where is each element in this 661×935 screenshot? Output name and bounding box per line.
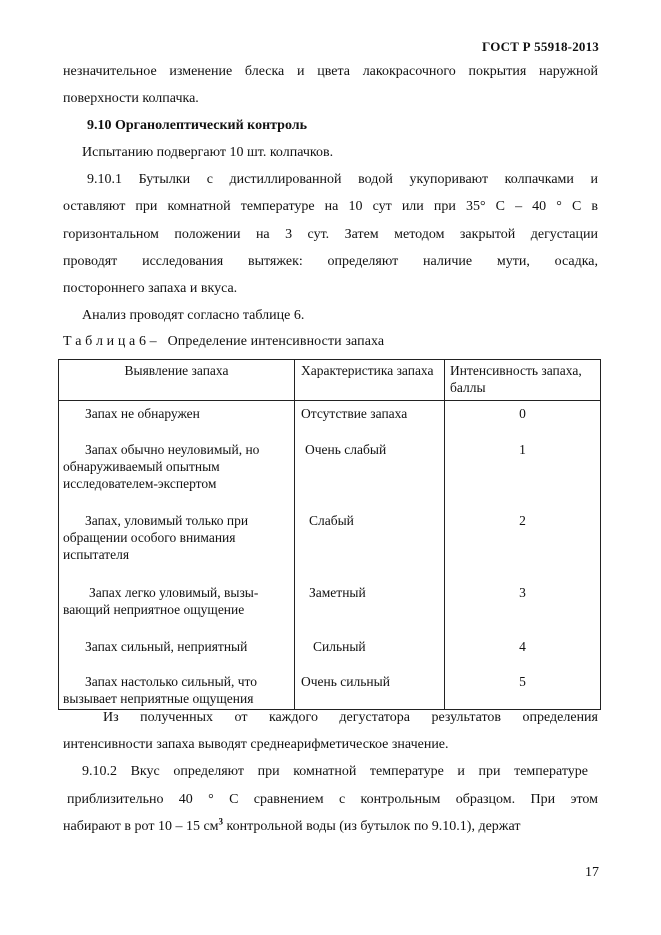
column-header: Характеристика запаха [295, 360, 445, 401]
text-line: интенсивности запаха выводят среднеарифметическое значение. [63, 737, 449, 752]
score-cell: 3 [445, 580, 601, 634]
table-header-row [59, 360, 601, 401]
text-line: Анализ проводят согласно таблице 6. [82, 308, 305, 323]
standard-code: ГОСТ Р 55918-2013 [482, 39, 599, 54]
characteristic-cell: Заметный [295, 580, 445, 634]
characteristic-cell: Сильный [295, 634, 445, 669]
characteristic-cell: Слабый [295, 508, 445, 580]
detection-cell: Запах легко уловимый, вызы-вающий неприятное ощущение [59, 580, 295, 634]
text-line: незначительное изменение блеска и цвета лакокрасочного покрытия наружной [63, 64, 598, 79]
table-row [59, 508, 601, 580]
odor-intensity-table [58, 359, 601, 710]
text-fragment: контрольной воды (из бутылок по 9.10.1), держат [223, 819, 521, 834]
column-header: Выявление запаха [59, 360, 295, 401]
table-row [59, 437, 601, 508]
text-line: приблизительно 40 ° С сравнением с контрольным образцом. При этом [67, 792, 598, 807]
table-row [59, 634, 601, 669]
text-line: Из полученных от каждого дегустатора результатов определения [103, 710, 598, 725]
column-header: Интенсивность запаха, баллы [445, 360, 601, 401]
text-line: горизонтальном положении на 3 сут. Затем методом закрытой дегустации [63, 227, 598, 242]
detection-cell: Запах настолько сильный, что вызывает неприятные ощущения [59, 669, 295, 710]
detection-cell: Запах сильный, неприятный [59, 634, 295, 669]
text-line: 9.10.1 Бутылки с дистиллированной водой укупоривают колпачками и [87, 172, 598, 187]
text-line: Испытанию подвергают 10 шт. колпачков. [82, 145, 334, 160]
score-cell: 2 [445, 508, 601, 580]
characteristic-cell: Отсутствие запаха [295, 401, 445, 437]
characteristic-cell: Очень сильный [295, 669, 445, 710]
table-row [59, 669, 601, 710]
text-line: 9.10.2 Вкус определяют при комнатной температуре и при температуре [82, 764, 588, 779]
table-caption-title: Определение интенсивности запаха [167, 334, 385, 349]
table-row [59, 580, 601, 634]
table-caption [63, 333, 598, 351]
detection-cell: Запах не обнаружен [59, 401, 295, 437]
section-heading: 9.10 Органолептический контроль [87, 118, 308, 133]
table-row [59, 401, 601, 437]
text-line: проводят исследования вытяжек: определяют наличие мути, осадка, [63, 254, 598, 269]
score-cell: 5 [445, 669, 601, 710]
text-line: постороннего запаха и вкуса. [63, 281, 238, 296]
superscript: 3 [218, 816, 224, 827]
page-number: 17 [585, 865, 599, 880]
score-cell: 0 [445, 401, 601, 437]
text-fragment: набирают в рот 10 – 15 см [63, 819, 219, 834]
text-line: поверхности колпачка. [63, 91, 199, 106]
text-line: оставляют при комнатной температуре на 10 сут или при 35° С – 40 ° С в [63, 199, 598, 214]
score-cell: 1 [445, 437, 601, 508]
text-line [63, 818, 598, 836]
characteristic-cell: Очень слабый [295, 437, 445, 508]
score-cell: 4 [445, 634, 601, 669]
detection-cell: Запах, уловимый только при обращении особого внимания испытателя [59, 508, 295, 580]
detection-cell: Запах обычно неуловимый, но обнаруживаемый опытным исследователем-экспертом [59, 437, 295, 508]
table-caption-label: Т а б л и ц а 6 – [63, 334, 157, 349]
